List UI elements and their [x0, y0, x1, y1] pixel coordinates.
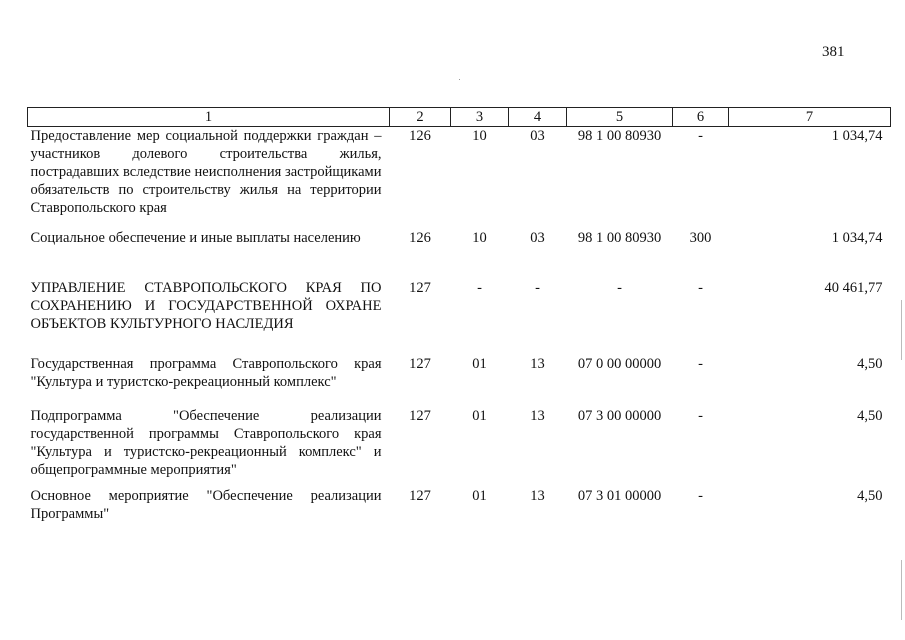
- budget-table: [27, 107, 891, 527]
- cell-pr: 13: [530, 408, 545, 424]
- cell-sum: 1 034,74: [831, 128, 883, 144]
- row-description: Социальное обеспечение и иные выплаты населению: [30, 230, 361, 246]
- cell-ved: 126: [409, 128, 431, 144]
- page-number: 381: [822, 44, 845, 60]
- row-description: Предоставление мер социальной поддержки граждан – участников долевого строительства жилья, пострадавших вследствие неисполнения застройщиками обязательств по строительству жилья на территории Ставропольского края: [30, 128, 382, 216]
- cell-vr: -: [698, 280, 703, 296]
- cell-sum: 4,50: [857, 408, 883, 424]
- scan-edge-line: [901, 300, 902, 360]
- cell-vr: -: [698, 356, 703, 372]
- cell-csr: 98 1 00 80930: [577, 128, 662, 144]
- cell-csr: 07 3 00 00000: [577, 408, 662, 424]
- cell-pr: 13: [530, 488, 545, 504]
- table-row: [28, 127, 891, 228]
- cell-rz: 01: [472, 488, 487, 504]
- scan-edge-line: [901, 560, 902, 620]
- cell-csr: 07 3 01 00000: [577, 488, 662, 504]
- row-description: УПРАВЛЕНИЕ СТАВРОПОЛЬСКОГО КРАЯ ПО СОХРАНЕНИЮ И ГОСУДАРСТВЕННОЙ ОХРАНЕ ОБЪЕКТОВ КУЛЬТУРНОГО НАСЛЕДИЯ: [30, 280, 382, 332]
- column-header: 7: [729, 108, 891, 127]
- cell-rz: 01: [472, 356, 487, 372]
- cell-vr: -: [698, 408, 703, 424]
- cell-rz: 10: [472, 230, 487, 246]
- scan-artifact: [459, 79, 460, 80]
- table-row: [28, 227, 891, 277]
- cell-vr: -: [698, 128, 703, 144]
- cell-sum: 1 034,74: [831, 230, 883, 246]
- cell-sum: 40 461,77: [824, 280, 883, 296]
- column-header: 2: [390, 108, 451, 127]
- column-header: 3: [451, 108, 509, 127]
- cell-rz: 10: [472, 128, 487, 144]
- cell-csr: -: [617, 280, 622, 296]
- table-header-row: [28, 108, 891, 127]
- cell-ved: 127: [409, 488, 431, 504]
- cell-sum: 4,50: [857, 488, 883, 504]
- cell-pr: -: [535, 280, 540, 296]
- row-description: Основное мероприятие "Обеспечение реализации Программы": [30, 488, 382, 522]
- cell-pr: 13: [530, 356, 545, 372]
- cell-sum: 4,50: [857, 356, 883, 372]
- row-description: Государственная программа Ставропольского края "Культура и туристско-рекреационный комплекс": [30, 356, 382, 390]
- row-description: Подпрограмма "Обеспечение реализации государственной программы Ставропольского края "Культура и туристско-рекреационный комплекс" и общепрограммные мероприятия": [30, 408, 382, 478]
- cell-vr: 300: [689, 230, 712, 246]
- cell-rz: 01: [472, 408, 487, 424]
- cell-pr: 03: [530, 128, 545, 144]
- table-row: [28, 407, 891, 487]
- column-header: 1: [28, 108, 390, 127]
- column-header: 5: [567, 108, 673, 127]
- cell-vr: -: [698, 488, 703, 504]
- cell-csr: 07 0 00 00000: [577, 356, 662, 372]
- column-header: 4: [509, 108, 567, 127]
- cell-ved: 127: [409, 408, 431, 424]
- cell-pr: 03: [530, 230, 545, 246]
- cell-ved: 126: [409, 230, 431, 246]
- cell-rz: -: [477, 280, 482, 296]
- table-row: [28, 487, 891, 527]
- cell-ved: 127: [409, 280, 431, 296]
- table-row: [28, 355, 891, 407]
- column-header: 6: [673, 108, 729, 127]
- table-row: [28, 277, 891, 355]
- cell-csr: 98 1 00 80930: [577, 230, 662, 246]
- cell-ved: 127: [409, 356, 431, 372]
